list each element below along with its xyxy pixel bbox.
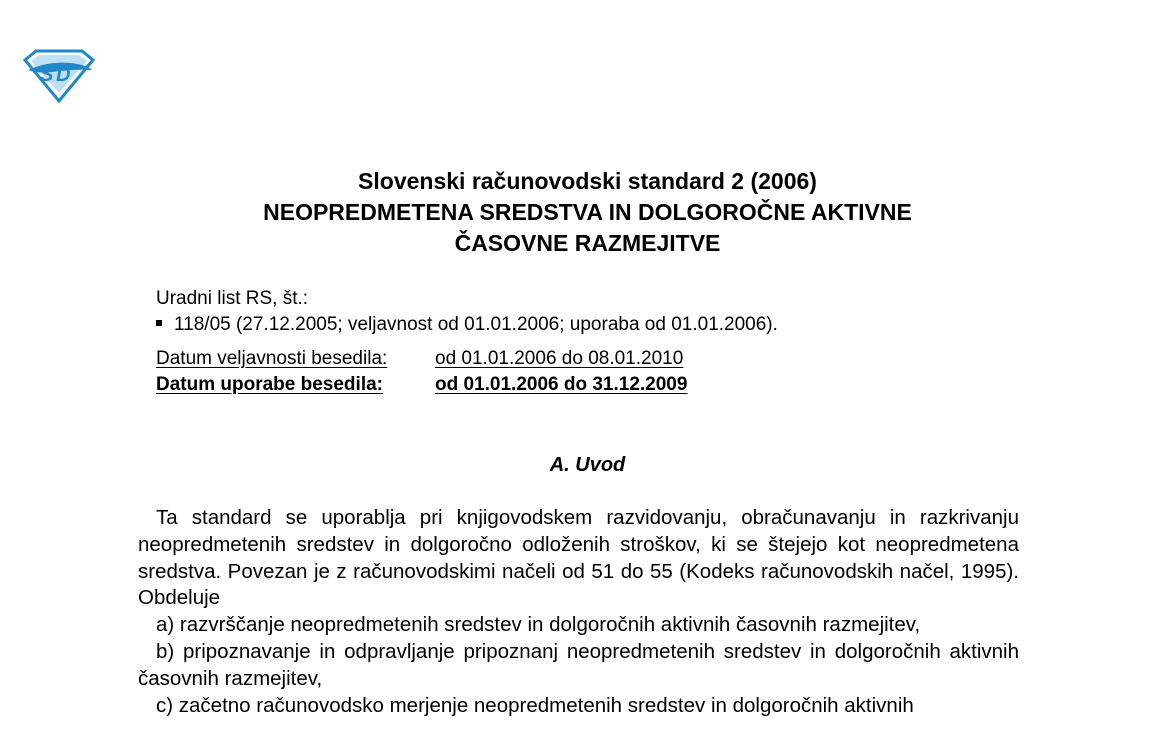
sd-logo-icon <box>22 48 96 104</box>
document-title <box>0 166 1157 259</box>
gazette-label: Uradni list RS, št.: <box>156 288 309 309</box>
gazette-item <box>156 312 778 338</box>
svg-text:D: D <box>56 64 71 86</box>
svg-text:S: S <box>40 64 54 86</box>
title-line-3: ČASOVNE RAZMEJITVE <box>454 230 721 256</box>
list-item: b) pripoznavanje in odpravljanje pripoznanj neopredmetenih sredstev in dolgoročnih aktivnih časovnih razmejitev, <box>138 639 1019 690</box>
validity-date-row <box>156 346 687 372</box>
list-item: a) razvrščanje neopredmetenih sredstev in dolgoročnih aktivnih časovnih razmejitev, <box>156 613 921 637</box>
validity-label: Datum veljavnosti besedila: <box>156 348 388 369</box>
intro-paragraph: Ta standard se uporablja pri knjigovodskem razvidovanju, obračunavanju in razkrivanju neopredmetenih sredstev in dolgoročno odloženih stroškov, ki se štejejo kot neopredmetena sredstva. Povezan je z računovodskimi načeli od 51 do 55 (Kodeks računovodskih načel, 1995). Obdeluje <box>138 506 1019 610</box>
section-heading: A. Uvod <box>549 454 626 476</box>
bullet-icon <box>156 320 162 326</box>
validity-value: od 01.01.2006 do 08.01.2010 <box>435 348 684 369</box>
body-text <box>138 505 1019 719</box>
gazette-item-text: 118/05 (27.12.2005; veljavnost od 01.01.2006; uporaba od 01.01.2006). <box>174 314 778 335</box>
usage-date-row <box>156 372 687 398</box>
usage-label: Datum uporabe besedila: <box>156 374 383 395</box>
text-dates <box>156 346 687 398</box>
list-item: c) začetno računovodsko merjenje neopredmetenih sredstev in dolgoročnih aktivnih <box>156 693 914 717</box>
gazette-reference <box>156 286 778 338</box>
usage-value: od 01.01.2006 do 31.12.2009 <box>435 374 688 395</box>
title-line-2: NEOPREDMETENA SREDSTVA IN DOLGOROČNE AKTIVNE <box>263 199 912 225</box>
title-line-1: Slovenski računovodski standard 2 (2006) <box>358 168 817 194</box>
